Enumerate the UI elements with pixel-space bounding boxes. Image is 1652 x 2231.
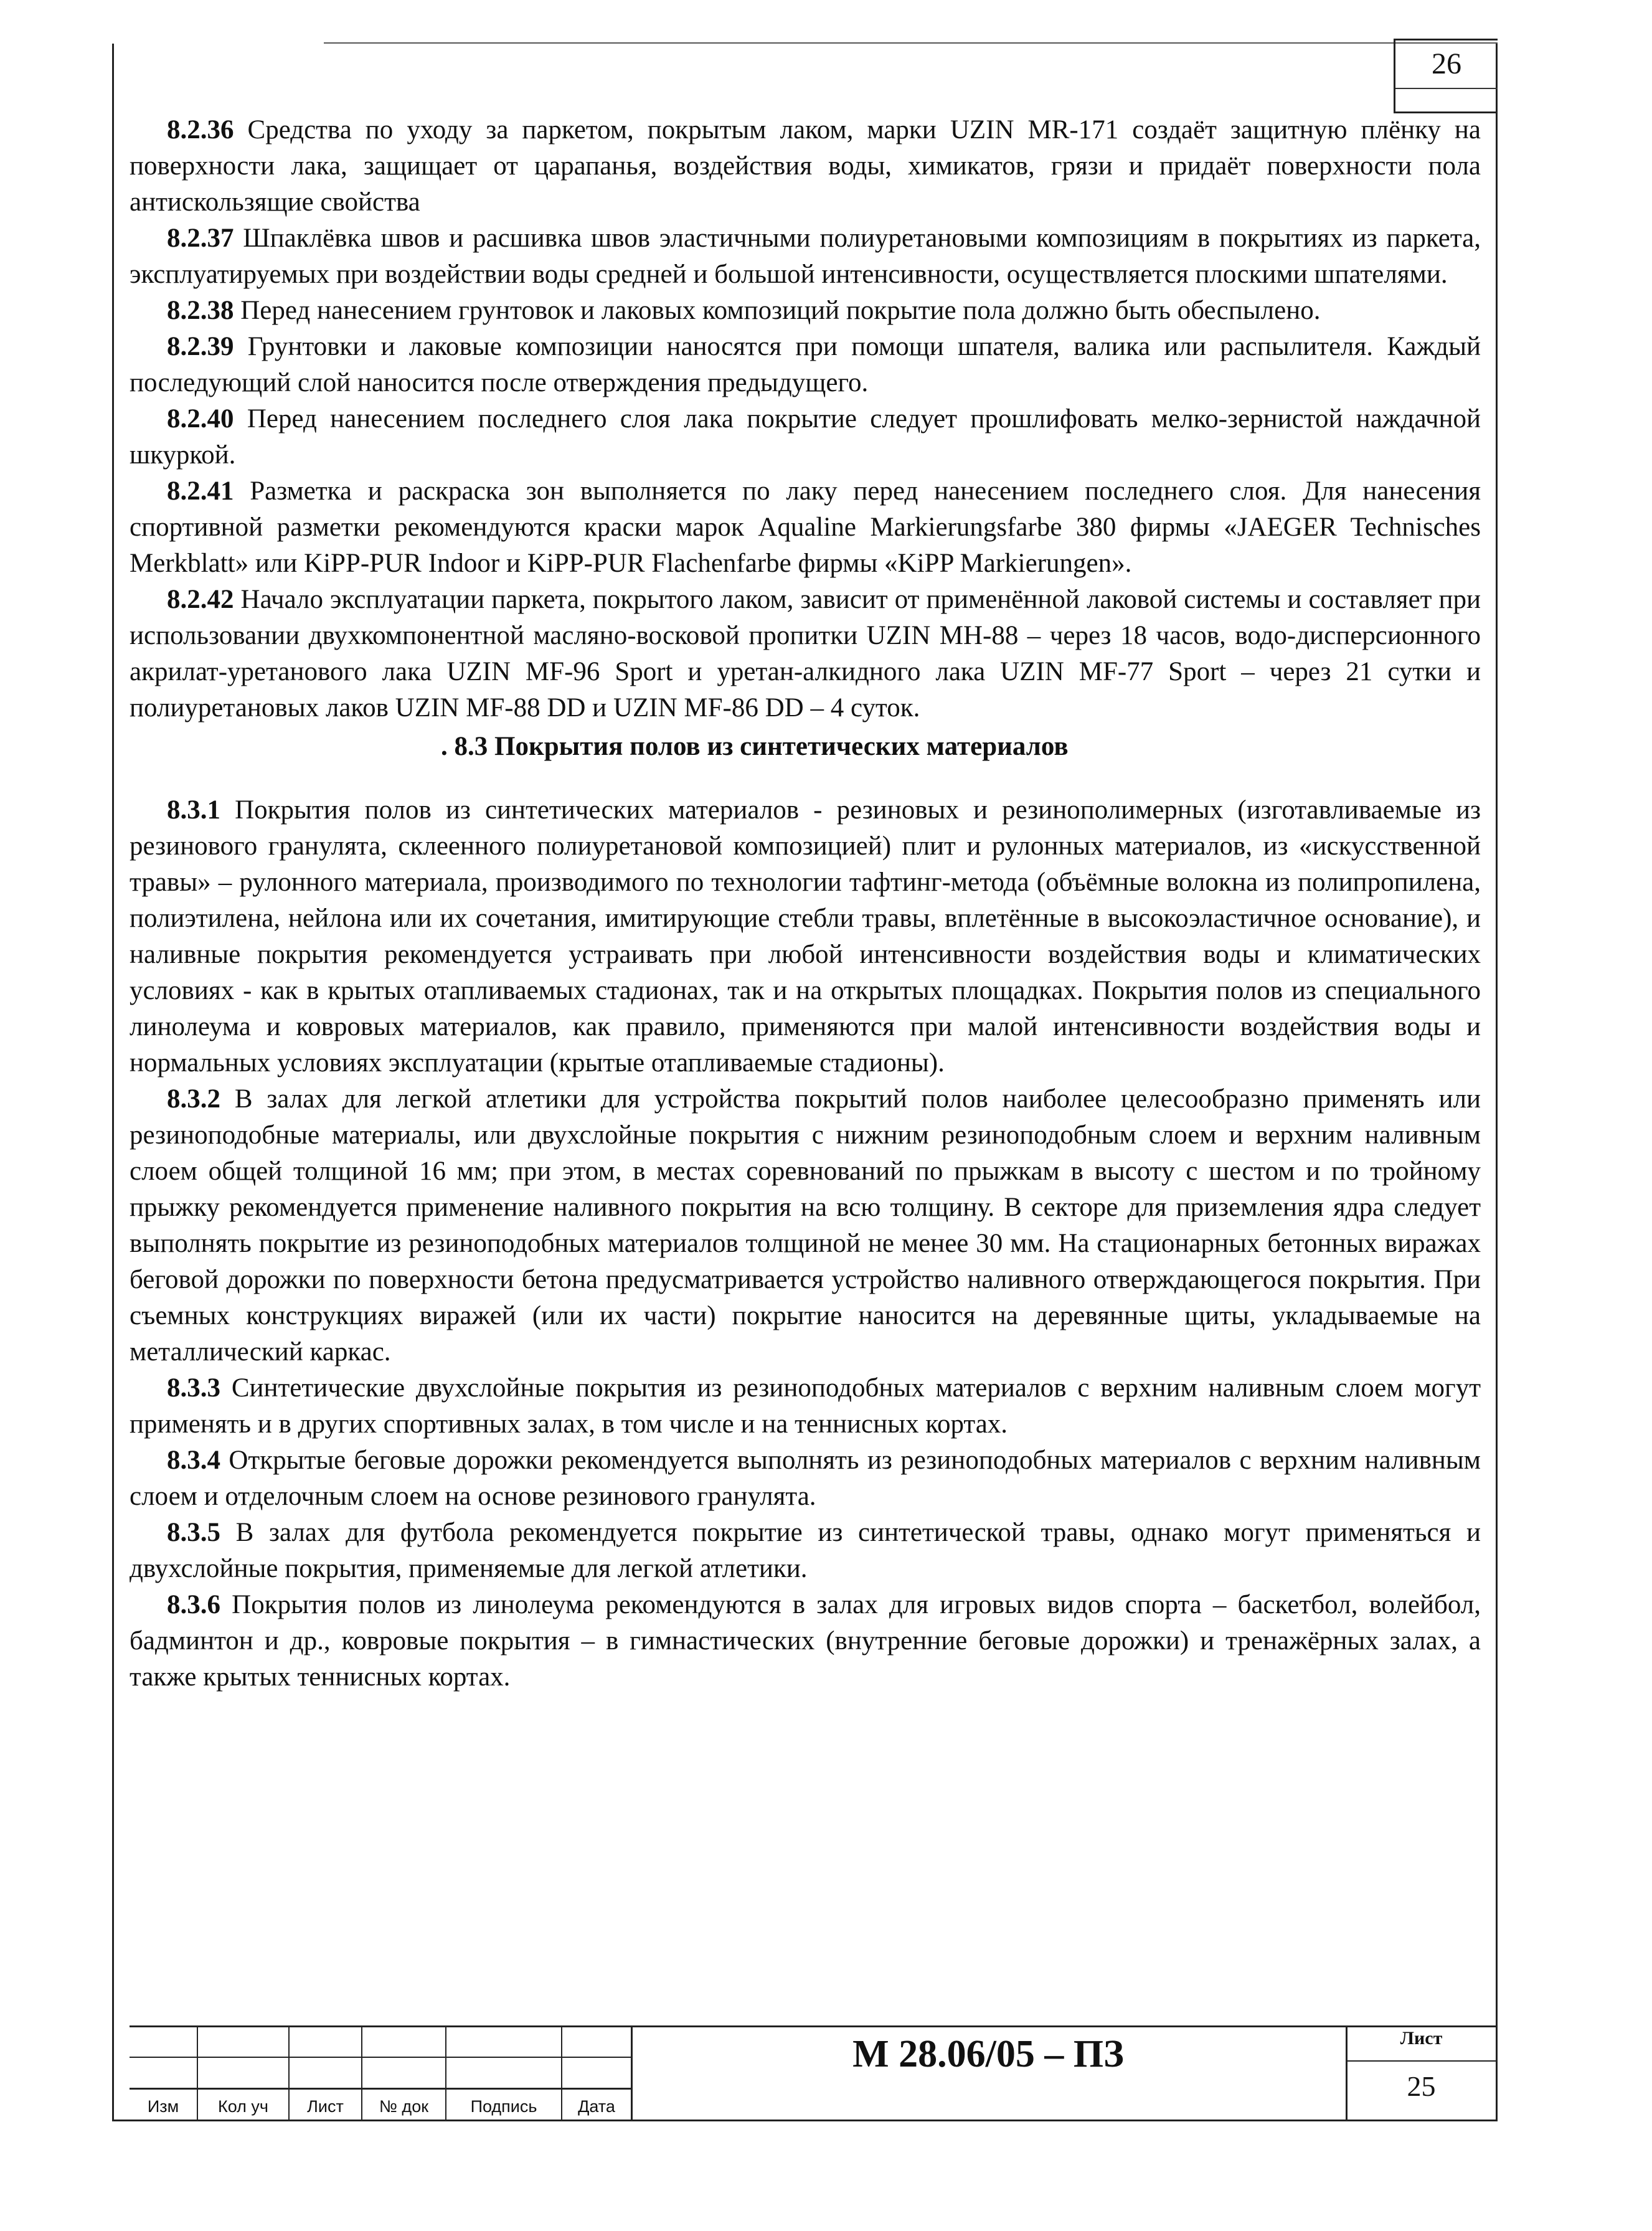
clause-text: Перед нанесением последнего слоя лака покрытие следует прошлифовать мелко-зернистой наждачной шкуркой. (130, 404, 1481, 470)
label-podpis: Подпись (470, 2097, 537, 2116)
clause-text: В залах для легкой атлетики для устройства покрытий полов наиболее целесообразно применять или резиноподобные материалы, или двухслойные покрытия с нижним резиноподобным слоем и верхним наливным слоем общей толщиной 16 мм; при этом, в местах соревнований по прыжкам в высоту с шестом и по тройному прыжку рекомендуется применение наливного покрытия на всю толщину. В секторе для приземления ядра следует выполнять покрытие из резиноподобных материалов толщиной не менее 30 мм. На стационарных бетонных виражах беговой дорожки по поверхности бетона предусматривается устройство наливного отверждающегося покрытия. При съемных конструкциях виражей (или их части) покрытие наносится на деревянные щиты, укладываемые на металлический каркас. (130, 1084, 1481, 1367)
label-kol-uch: Кол уч (218, 2097, 268, 2116)
clause-number: 8.3.1 (167, 795, 220, 825)
paragraph-8-3-5 (130, 1515, 1481, 1587)
clause-text: Покрытия полов из синтетических материалов - резиновых и резинополимерных (изготавливаемые из резинового гранулята, склеенного полиуретановой композицией) плит и рулонных материалов, из «искусственной травы» – рулонного материала, производимого по технологии тафтинг-метода (объёмные волокна из полипропилена, полиэтилена, нейлона или их сочетания, имитирующие стебли травы, вплетённые в высокоэластичное основание), и наливные покрытия рекомендуется устраивать при любой интенсивности воздействия воды и климатических условиях - как в крытых отапливаемых стадионах, так и на открытых площадках. Покрытия полов из специального линолеума и ковровых материалов, как правило, применяются при малой интенсивности воздействия воды и нормальных условиях эксплуатации (крытые отапливаемые стадионы). (130, 795, 1481, 1078)
stamp-row-line (130, 2088, 631, 2090)
clause-text: Синтетические двухслойные покрытия из резиноподобных материалов с верхним наливным слоем могут применять и в других спортивных залах, в том числе и на теннисных кортах. (130, 1373, 1481, 1439)
clause-number: 8.2.39 (167, 332, 234, 361)
stamp-sheet-divider (1346, 2060, 1496, 2062)
paragraph-8-3-6 (130, 1587, 1481, 1695)
clause-text: Начало эксплуатации паркета, покрытого лаком, зависит от применённой лаковой системы и составляет при использовании двухкомпонентной масляно-восковой пропитки UZIN MH-88 – через 18 часов, водо-дисперсионного акрилат-уретанового лака UZIN MF-96 Sport и уретан-алкидного лака UZIN MF-77 Sport – через 21 сутки и полиуретановых лаков UZIN MF-88 DD и UZIN MF-86 DD – 4 суток. (130, 585, 1481, 722)
label-izm: Изм (147, 2097, 179, 2116)
stamp-top-line (130, 2025, 1496, 2027)
clause-number: 8.2.41 (167, 476, 234, 506)
clause-number: 8.2.37 (167, 224, 234, 253)
clause-text: Грунтовки и лаковые композиции наносятся при помощи шпателя, валика или распылителя. Каждый последующий слой наносится после отверждения предыдущего. (130, 332, 1481, 397)
section-title: . 8.3 Покрытия полов из синтетических материалов (441, 732, 1069, 761)
stamp-row-line (130, 2057, 631, 2058)
clause-number: 8.2.38 (167, 296, 234, 325)
paragraph-8-2-42 (130, 582, 1481, 726)
paragraph-8-2-36 (130, 112, 1481, 220)
clause-number: 8.3.6 (167, 1590, 220, 1619)
clause-text: Покрытия полов из линолеума рекомендуются в залах для игровых видов спорта – баскетбол, волейбол, бадминтон и др., ковровые покрытия – в гимнастических (внутренние беговые дорожки) и тренажёрных залах, а также крытых теннисных кортах. (130, 1590, 1481, 1692)
clause-number: 8.2.42 (167, 585, 234, 614)
paragraph-8-3-2 (130, 1081, 1481, 1370)
paragraph-8-3-4 (130, 1442, 1481, 1515)
clause-text: В залах для футбола рекомендуется покрытие из синтетической травы, однако могут применяться и двухслойные покрытия, применяемые для легкой атлетики. (130, 1518, 1481, 1583)
clause-text: Перед нанесением грунтовок и лаковых композиций покрытие пола должно быть обеспылено. (234, 296, 1321, 325)
paragraph-8-2-37 (130, 220, 1481, 293)
top-page-number-box (1394, 39, 1498, 113)
paragraph-8-2-38 (130, 293, 1481, 329)
sheet-label: Лист (1400, 2028, 1443, 2049)
clause-number: 8.3.3 (167, 1373, 220, 1403)
paragraph-8-2-39 (130, 329, 1481, 401)
paragraph-8-3-3 (130, 1370, 1481, 1442)
clause-number: 8.2.40 (167, 404, 234, 433)
clause-text: Открытые беговые дорожки рекомендуется выполнять из резиноподобных материалов с верхним наливным слоем и отделочным слоем на основе резинового гранулята. (130, 1446, 1481, 1511)
document-code: М 28.06/05 – ПЗ (852, 2033, 1124, 2075)
top-page-number: 26 (1432, 47, 1461, 80)
clause-text: Шпаклёвка швов и расшивка швов эластичными полиуретановыми композициям в покрытиях из паркета, эксплуатируемых при воздействии воды средней и большой интенсивности, осуществляется плоскими шпателями. (130, 224, 1481, 289)
clause-number: 8.3.4 (167, 1446, 220, 1475)
label-data: Дата (578, 2097, 615, 2116)
document-body (130, 112, 1481, 1695)
clause-number: 8.3.2 (167, 1084, 220, 1114)
clause-text: Средства по уходу за паркетом, покрытым лаком, марки UZIN MR-171 создаёт защитную плёнку на поверхности лака, защищает от царапанья, воздействия воды, химикатов, грязи и придаёт поверхности пола антискользящие свойства (130, 115, 1481, 217)
clause-text: Разметка и раскраска зон выполняется по лаку перед нанесением последнего слоя. Для нанесения спортивной разметки рекомендуются краски марок Aqualine Markierungsfarbe 380 фирмы «JAEGER Technisches Merkblatt» или KiPP-PUR Indoor и KiPP-PUR Flachenfarbe фирмы «KiPP Markierungen». (130, 476, 1481, 578)
paragraph-8-2-40 (130, 401, 1481, 473)
page-box-rule (1395, 88, 1498, 89)
clause-number: 8.2.36 (167, 115, 234, 144)
paragraph-8-2-41 (130, 473, 1481, 582)
paragraph-8-3-1 (130, 792, 1481, 1081)
label-list: Лист (307, 2097, 344, 2116)
sheet-number: 25 (1407, 2070, 1436, 2102)
label-nom-dok: № док (379, 2097, 429, 2116)
clause-number: 8.3.5 (167, 1518, 220, 1547)
title-block (130, 2025, 1496, 2121)
